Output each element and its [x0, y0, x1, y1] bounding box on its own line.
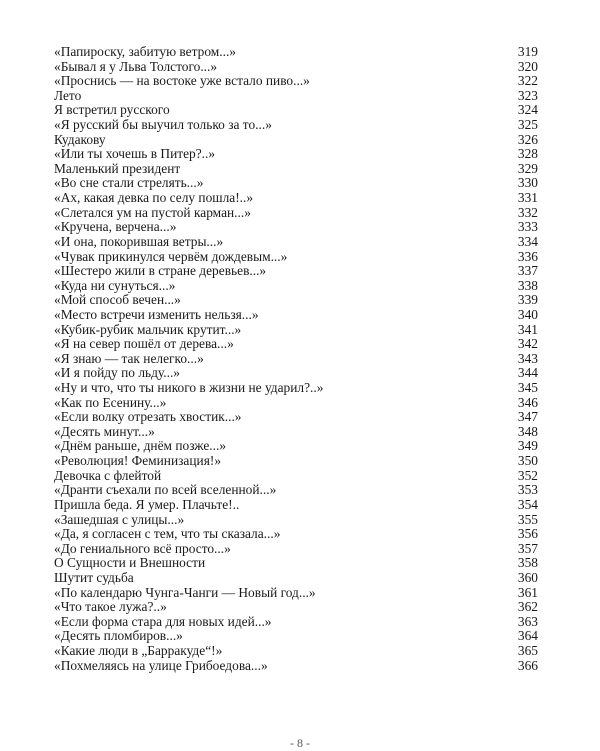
toc-entry-page: 361: [517, 584, 538, 600]
toc-entry-page: 331: [517, 190, 538, 206]
toc-entry-page: 345: [517, 380, 538, 396]
toc-entry: [54, 527, 538, 542]
table-of-contents: [54, 45, 538, 673]
toc-entry-page: 356: [517, 526, 538, 542]
toc-entry-title: Кудакову: [54, 132, 106, 147]
toc-entry: [54, 410, 538, 425]
toc-entry: [54, 89, 538, 104]
toc-entry-title: «Я на север пошёл от дерева...»: [54, 337, 234, 352]
toc-entry: [54, 366, 538, 381]
toc-entry-title: Шутит судьба: [54, 570, 134, 585]
toc-entry-page: 328: [517, 146, 538, 162]
toc-entry-title: «Какие люди в „Барракуде“!»: [54, 643, 223, 658]
toc-entry-title: «Да, я согласен с тем, что ты сказала...»: [54, 527, 281, 542]
toc-entry-page: 349: [517, 438, 538, 454]
toc-entry-title: «Во сне стали стрелять...»: [54, 176, 204, 191]
toc-entry-title: «Ну и что, что ты никого в жизни не ударил?..»: [54, 381, 324, 396]
toc-entry-title: «Зашедшая с улицы...»: [54, 512, 185, 527]
toc-entry: [54, 279, 538, 294]
toc-entry-title: «Если волку отрезать хвостик...»: [54, 410, 242, 425]
toc-entry-page: 346: [517, 394, 538, 410]
toc-entry: [54, 133, 538, 148]
toc-entry: [54, 498, 538, 513]
toc-entry-title: «Папироску, забитую ветром...»: [54, 45, 236, 59]
toc-entry: [54, 659, 538, 674]
toc-entry-title: Лето: [54, 88, 82, 103]
toc-entry-title: «По календарю Чунга-Чанги — Новый год...»: [54, 585, 316, 600]
toc-entry: [54, 425, 538, 440]
toc-entry: [54, 542, 538, 557]
toc-entry-page: 332: [517, 204, 538, 220]
toc-entry-title: «Что такое лужа?..»: [54, 600, 167, 615]
toc-entry-title: Маленький президент: [54, 161, 181, 176]
toc-entry-title: «Десять минут...»: [54, 424, 155, 439]
toc-entry-page: 352: [517, 467, 538, 483]
toc-entry-page: 344: [517, 365, 538, 381]
toc-entry-title: «Место встречи изменить нельзя...»: [54, 307, 259, 322]
toc-entry: [54, 600, 538, 615]
toc-entry-title: «Похмеляясь на улице Грибоедова...»: [54, 658, 268, 673]
toc-entry: [54, 396, 538, 411]
toc-entry-title: «Мой способ вечен...»: [54, 293, 181, 308]
toc-entry: [54, 74, 538, 89]
toc-entry-page: 354: [517, 496, 538, 512]
toc-entry-title: «Чувак прикинулся червём дождевым...»: [54, 249, 288, 264]
toc-entry-page: 325: [517, 117, 538, 133]
toc-entry-page: 333: [517, 219, 538, 235]
toc-entry-page: 350: [517, 453, 538, 469]
toc-entry-title: «Революция! Феминизация!»: [54, 454, 222, 469]
toc-entry: [54, 556, 538, 571]
toc-entry: [54, 644, 538, 659]
toc-entry-page: 347: [517, 409, 538, 425]
toc-entry-page: 338: [517, 277, 538, 293]
toc-entry-title: «Шестеро жили в стране деревьев...»: [54, 264, 267, 279]
toc-entry: [54, 45, 538, 60]
toc-entry-page: 366: [517, 657, 538, 673]
toc-entry-title: «И я пойду по льду...»: [54, 366, 181, 381]
toc-entry: [54, 264, 538, 279]
toc-entry-title: Пришла беда. Я умер. Плачьте!..: [54, 497, 240, 512]
toc-entry-title: «Кубик-рубик мальчик крутит...»: [54, 322, 242, 337]
toc-entry-page: 343: [517, 350, 538, 366]
toc-entry-page: 357: [517, 540, 538, 556]
toc-entry-title: Я встретил русского: [54, 103, 170, 118]
toc-entry-title: «Куда ни сунуться...»: [54, 278, 176, 293]
toc-entry-title: «Слетался ум на пустой карман...»: [54, 205, 251, 220]
toc-entry: [54, 629, 538, 644]
toc-entry-title: «Десять пломбиров...»: [54, 629, 183, 644]
page-number: - 8 -: [290, 736, 310, 750]
toc-entry-page: 342: [517, 336, 538, 352]
toc-entry: [54, 439, 538, 454]
toc-entry-title: «Или ты хочешь в Питер?..»: [54, 147, 216, 162]
toc-entry-page: 319: [517, 44, 538, 59]
toc-entry: [54, 118, 538, 133]
toc-entry-title: Девочка с флейтой: [54, 468, 162, 483]
toc-entry-title: «И она, покорившая ветры...»: [54, 234, 224, 249]
toc-entry-page: 363: [517, 613, 538, 629]
toc-entry-page: 322: [517, 73, 538, 89]
toc-entry: [54, 469, 538, 484]
toc-entry: [54, 308, 538, 323]
toc-entry-page: 340: [517, 306, 538, 322]
toc-entry-title: О Сущности и Внешности: [54, 556, 206, 571]
toc-entry: [54, 250, 538, 265]
toc-entry-title: «Кручена, верчена...»: [54, 220, 177, 235]
toc-entry: [54, 176, 538, 191]
toc-entry-title: «Днём раньше, днём позже...»: [54, 439, 227, 454]
toc-entry: [54, 571, 538, 586]
toc-entry: [54, 147, 538, 162]
toc-entry-title: «До гениального всё просто...»: [54, 541, 231, 556]
toc-entry: [54, 454, 538, 469]
toc-entry: [54, 206, 538, 221]
toc-entry-page: 330: [517, 175, 538, 191]
toc-entry-page: 336: [517, 248, 538, 264]
toc-entry: [54, 220, 538, 235]
toc-entry-page: 334: [517, 233, 538, 249]
toc-entry: [54, 323, 538, 338]
toc-entry: [54, 60, 538, 75]
toc-entry: [54, 235, 538, 250]
toc-entry: [54, 381, 538, 396]
toc-entry-title: «Бывал я у Льва Толстого...»: [54, 59, 218, 74]
toc-entry-title: «Я знаю — так нелегко...»: [54, 351, 204, 366]
toc-entry-title: «Как по Есенину...»: [54, 395, 167, 410]
toc-entry-page: 348: [517, 423, 538, 439]
toc-entry-title: «Дранти съехали по всей вселенной...»: [54, 483, 277, 498]
toc-entry: [54, 103, 538, 118]
toc-entry-page: 337: [517, 263, 538, 279]
toc-entry: [54, 483, 538, 498]
toc-entry: [54, 513, 538, 528]
toc-entry-page: 339: [517, 292, 538, 308]
toc-entry: [54, 191, 538, 206]
toc-entry-page: 358: [517, 555, 538, 571]
toc-entry: [54, 162, 538, 177]
toc-entry: [54, 586, 538, 601]
toc-entry-page: 364: [517, 628, 538, 644]
toc-entry-page: 320: [517, 58, 538, 74]
toc-entry-page: 324: [517, 102, 538, 118]
toc-entry-page: 355: [517, 511, 538, 527]
toc-entry-page: 323: [517, 87, 538, 103]
toc-entry-page: 365: [517, 642, 538, 658]
toc-entry-title: «Я русский бы выучил только за то...»: [54, 118, 272, 133]
toc-entry-title: «Если форма стара для новых идей...»: [54, 614, 272, 629]
toc-entry-title: «Проснись — на востоке уже встало пиво...»: [54, 74, 310, 89]
toc-entry-page: 329: [517, 160, 538, 176]
toc-entry: [54, 615, 538, 630]
toc-entry: [54, 352, 538, 367]
toc-entry-page: 326: [517, 131, 538, 147]
toc-entry: [54, 293, 538, 308]
toc-entry: [54, 337, 538, 352]
toc-entry-page: 362: [517, 599, 538, 615]
toc-entry-page: 353: [517, 482, 538, 498]
toc-entry-page: 360: [517, 569, 538, 585]
toc-entry-page: 341: [517, 321, 538, 337]
toc-entry-title: «Ах, какая девка по селу пошла!..»: [54, 191, 254, 206]
